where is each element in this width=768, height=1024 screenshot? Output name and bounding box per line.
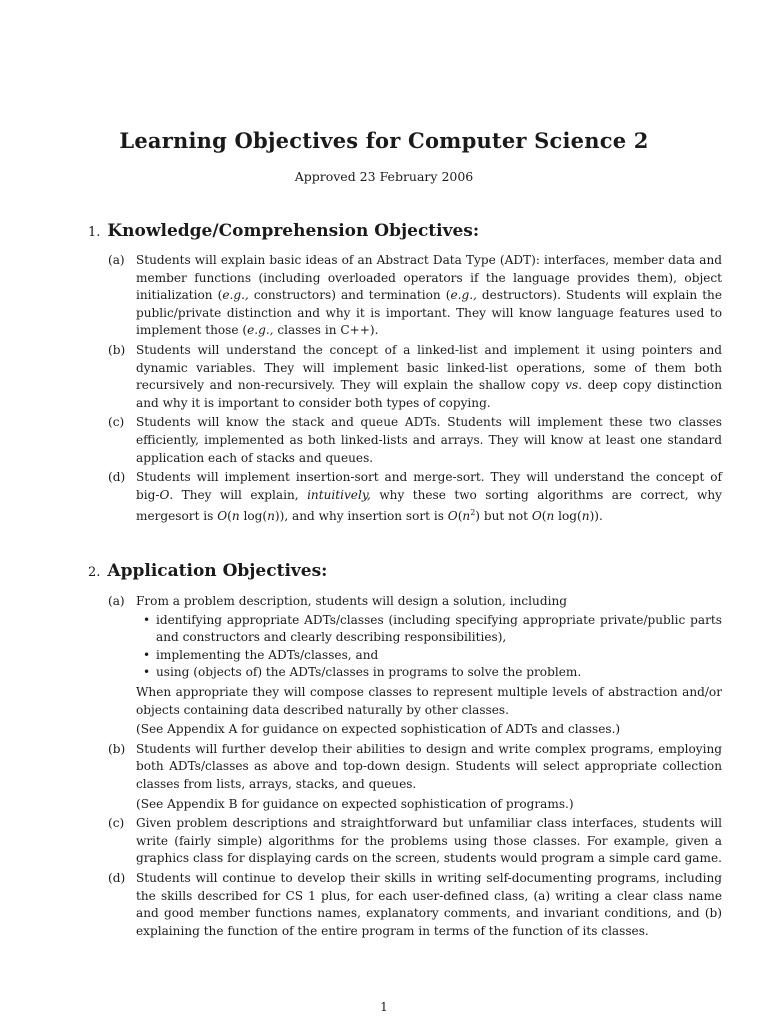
bullet-icon: • [143,647,151,662]
bullet-item: • using (objects of) the ADTs/classes in programs to solve the problem. [136,664,722,682]
section-1-heading [88,221,479,241]
bullet-item: • identifying appropriate ADTs/classes (including specifying appropriate private/public parts and constructors and clearly describing responsibilities), [143,612,722,645]
item-text: Students will explain basic ideas of an Abstract Data Type (ADT): interfaces, member data and member functions (including overloaded operators if the language provides them), object initialization (e.g., constructors) and termination (e.g., destructors). Students will explain the public/private distinction and why it is important. They will know language features used to implement those (e.g., classes in C++). [136,253,723,338]
item-label: (d) [108,470,126,485]
item-paragraph: When appropriate they will compose classes to represent multiple levels of abstraction and/or objects containing data described naturally by other classes. [136,684,722,717]
item-text: Students will continue to develop their skills in writing self-documenting programs, including the skills described for CS 1 plus, for each user-defined class, (a) writing a clear class name and good member functions names, explanatory comments, and invariant conditions, and (b) explaining the function of the entire program in terms of the function of its classes. [136,870,722,938]
document-title: Learning Objectives for Computer Science 2 [119,128,649,153]
section-1-list [108,252,722,528]
item-intro: From a problem description, students will design a solution, including [136,594,567,608]
list-item [108,469,722,526]
section-2-heading [88,561,327,581]
item-label: (c) [108,415,125,430]
bullet-item: • implementing the ADTs/classes, and [136,647,722,665]
item-text: Students will understand the concept of a linked-list and implement it using pointers and dynamic variables. They will implement basic linked-list operations, some of them both recursively and non-recursively. They will explain the shallow copy vs. deep copy distinction and why it is important to consider both types of copying. [136,342,722,410]
appendix-note: (See Appendix B for guidance on expected sophistication of programs.) [136,796,574,811]
list-item [108,414,722,467]
item-label: (a) [108,253,125,267]
section-title: Application Objectives: [107,561,328,581]
item-text: Students will implement insertion-sort and merge-sort. They will understand the concept of big-O. They will explain, intuitively, why these two sorting algorithms are correct, why mergesort is O(n log(n)), and why insertion sort is $O(n^2)$ but not O(n log(n)). [136,470,722,524]
section-number: 1. [88,225,101,240]
appendix-note: (See Appendix A for guidance on expected sophistication of ADTs and classes.) [136,722,621,737]
list-item [108,815,722,868]
item-text: Given problem descriptions and straightforward but unfamiliar class interfaces, students will write (fairly simple) algorithms for the problems using those classes. For example, given a graphics class for displaying cards on the screen, students would program a simple card game. [136,816,722,866]
list-item [108,870,722,940]
item-label: (b) [108,342,126,357]
section-number: 2. [88,565,101,580]
section-title: Knowledge/Comprehension Objectives: [107,221,480,241]
section-2-list [108,593,722,942]
item-text: Students will further develop their abilities to design and write complex programs, employing both ADTs/classes as above and top-down design. Students will select appropriate collection classes from lists, arrays, stacks, and queues. [136,741,722,791]
list-item [108,741,722,813]
bullet-list [136,612,722,682]
page-number: 1 [380,1000,388,1014]
item-label: (a) [108,594,125,608]
list-item [108,593,722,739]
item-label: (d) [108,870,126,885]
item-label: (b) [108,741,126,756]
bullet-icon: • [143,612,151,627]
list-item [108,342,722,412]
list-item [108,252,722,340]
item-text: Students will know the stack and queue ADTs. Students will implement these two classes efficiently, implemented as both linked-lists and arrays. They will know at least one standard application each of stacks and queues. [136,415,722,465]
bullet-icon: • [143,665,151,680]
item-label: (c) [108,816,125,831]
approval-date: Approved 23 February 2006 [294,169,474,184]
